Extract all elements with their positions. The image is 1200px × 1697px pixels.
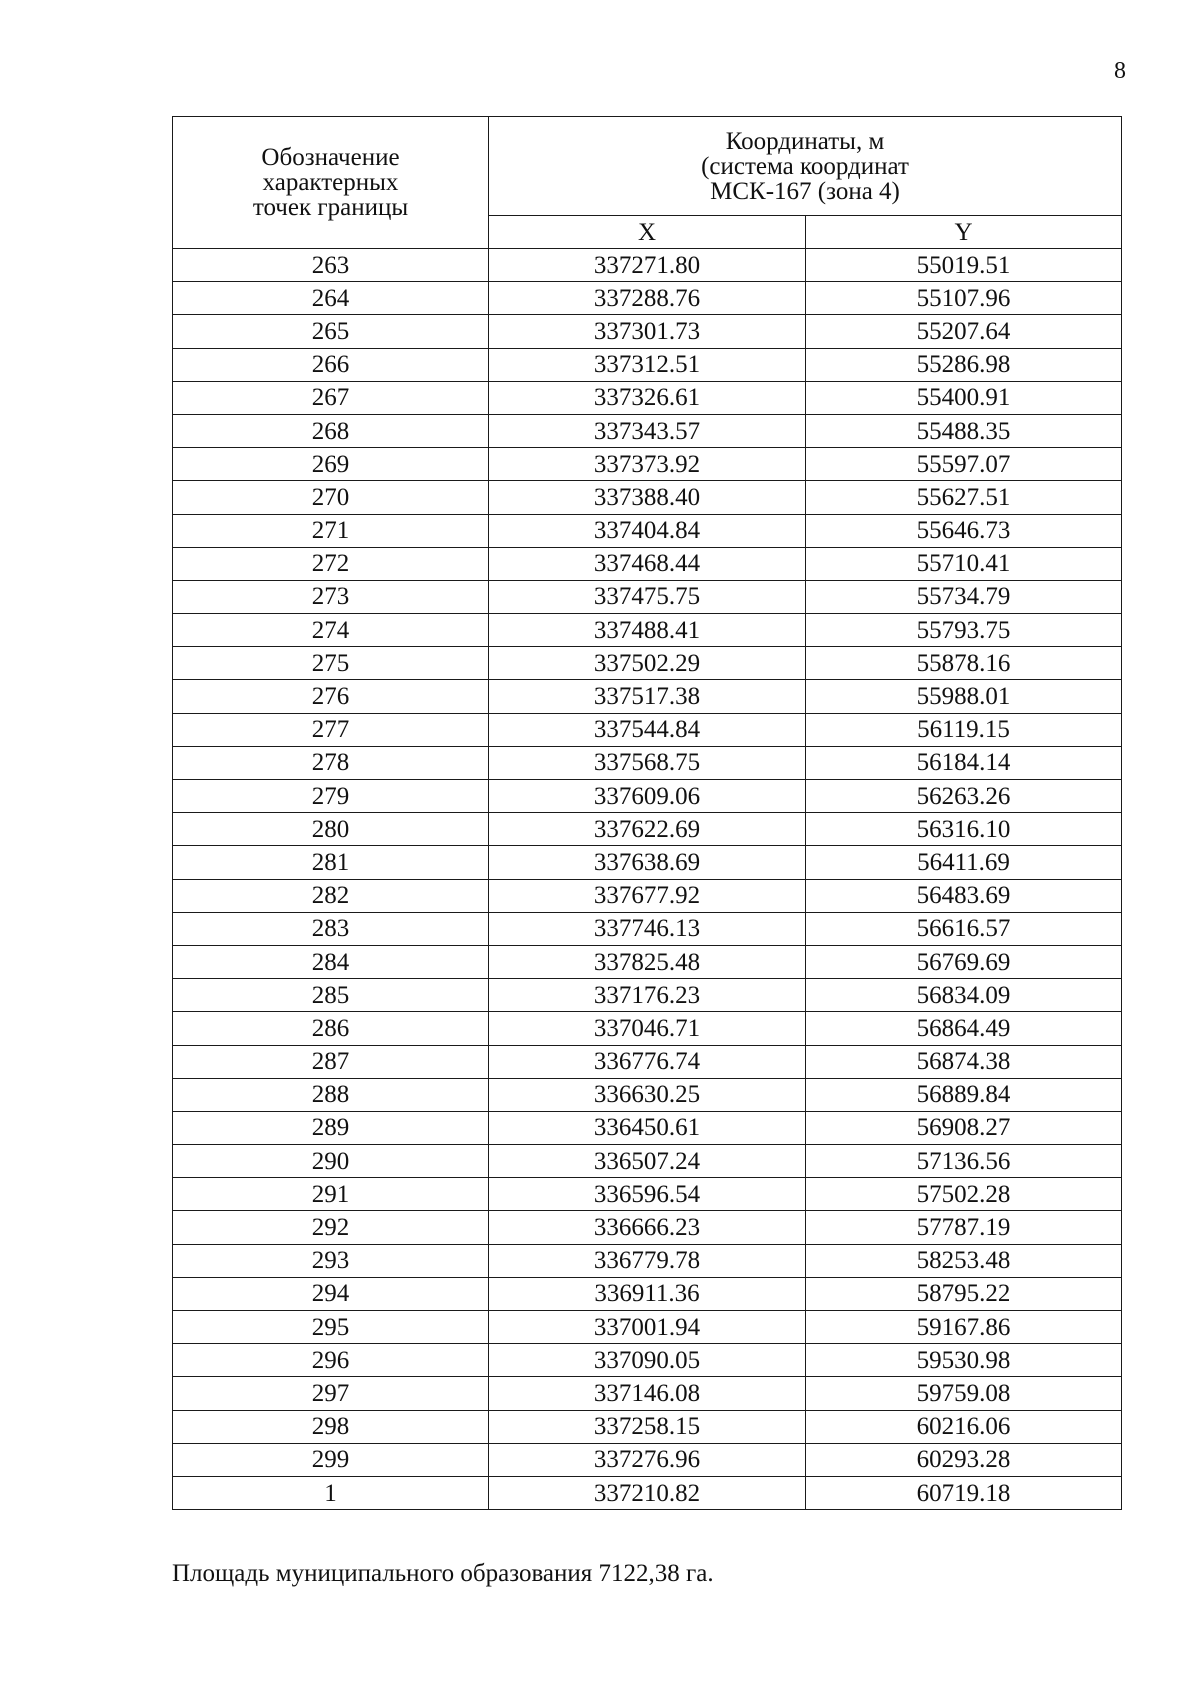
point-number-cell: 267	[173, 381, 489, 414]
point-number-cell: 278	[173, 746, 489, 779]
table-row	[173, 846, 1122, 879]
y-coordinate-cell: 60293.28	[806, 1443, 1122, 1476]
point-number-cell: 276	[173, 680, 489, 713]
x-coordinate-cell: 336450.61	[489, 1111, 806, 1144]
table-row	[173, 1277, 1122, 1310]
table-row	[173, 1012, 1122, 1045]
point-number-cell: 281	[173, 846, 489, 879]
point-number-cell: 269	[173, 448, 489, 481]
y-coordinate-cell: 56316.10	[806, 813, 1122, 846]
table-row	[173, 1244, 1122, 1277]
table-row	[173, 713, 1122, 746]
point-number-cell: 266	[173, 348, 489, 381]
point-number-cell: 288	[173, 1078, 489, 1111]
x-coordinate-cell: 337373.92	[489, 448, 806, 481]
y-coordinate-cell: 56616.57	[806, 912, 1122, 945]
x-coordinate-cell: 337568.75	[489, 746, 806, 779]
header-coords-line: Координаты, м	[725, 127, 885, 155]
x-coordinate-cell: 337090.05	[489, 1344, 806, 1377]
x-coordinate-cell: 337388.40	[489, 481, 806, 514]
point-number-cell: 286	[173, 1012, 489, 1045]
point-number-cell: 270	[173, 481, 489, 514]
x-coordinate-cell: 337312.51	[489, 348, 806, 381]
point-number-cell: 282	[173, 879, 489, 912]
y-coordinate-cell: 57787.19	[806, 1211, 1122, 1244]
x-coordinate-cell: 337502.29	[489, 647, 806, 680]
x-coordinate-cell: 337544.84	[489, 713, 806, 746]
point-number-cell: 283	[173, 912, 489, 945]
x-coordinate-cell: 337475.75	[489, 580, 806, 613]
x-coordinate-cell: 337677.92	[489, 879, 806, 912]
x-coordinate-cell: 337404.84	[489, 514, 806, 547]
point-number-cell: 293	[173, 1244, 489, 1277]
area-note: Площадь муниципального образования 7122,38 га.	[172, 1560, 714, 1587]
table-row	[173, 1078, 1122, 1111]
table-row	[173, 680, 1122, 713]
point-number-cell: 295	[173, 1311, 489, 1344]
y-coordinate-cell: 57502.28	[806, 1178, 1122, 1211]
x-coordinate-cell: 337468.44	[489, 547, 806, 580]
y-coordinate-cell: 56119.15	[806, 713, 1122, 746]
y-coordinate-cell: 55400.91	[806, 381, 1122, 414]
x-coordinate-cell: 336666.23	[489, 1211, 806, 1244]
x-coordinate-cell: 337343.57	[489, 414, 806, 447]
x-coordinate-cell: 337638.69	[489, 846, 806, 879]
table-row	[173, 912, 1122, 945]
y-coordinate-cell: 55107.96	[806, 282, 1122, 315]
x-coordinate-cell: 337176.23	[489, 979, 806, 1012]
point-number-cell: 294	[173, 1277, 489, 1310]
y-coordinate-cell: 56908.27	[806, 1111, 1122, 1144]
page-number: 8	[1114, 58, 1126, 84]
point-number-cell: 273	[173, 580, 489, 613]
x-coordinate-cell: 337258.15	[489, 1410, 806, 1443]
y-coordinate-cell: 56874.38	[806, 1045, 1122, 1078]
point-number-cell: 264	[173, 282, 489, 315]
table-row	[173, 580, 1122, 613]
x-coordinate-cell: 336911.36	[489, 1277, 806, 1310]
table-row	[173, 979, 1122, 1012]
point-number-cell: 277	[173, 713, 489, 746]
header-coordinates	[489, 117, 1122, 216]
x-coordinate-cell: 337609.06	[489, 780, 806, 813]
header-y: Y	[806, 216, 1122, 249]
table-row	[173, 1311, 1122, 1344]
x-coordinate-cell: 336596.54	[489, 1178, 806, 1211]
point-number-cell: 274	[173, 614, 489, 647]
table-row	[173, 647, 1122, 680]
y-coordinate-cell: 60216.06	[806, 1410, 1122, 1443]
x-coordinate-cell: 337276.96	[489, 1443, 806, 1476]
header-point-line: Обозначение	[261, 144, 400, 171]
table-row	[173, 1443, 1122, 1476]
x-coordinate-cell: 337288.76	[489, 282, 806, 315]
x-coordinate-cell: 337146.08	[489, 1377, 806, 1410]
x-coordinate-cell: 337001.94	[489, 1311, 806, 1344]
y-coordinate-cell: 56864.49	[806, 1012, 1122, 1045]
table-row	[173, 249, 1122, 282]
x-coordinate-cell: 336507.24	[489, 1145, 806, 1178]
table-row	[173, 282, 1122, 315]
x-coordinate-cell: 337271.80	[489, 249, 806, 282]
x-coordinate-cell: 337488.41	[489, 614, 806, 647]
header-point-line: характерных	[262, 169, 399, 196]
table-row	[173, 1344, 1122, 1377]
table-row	[173, 315, 1122, 348]
y-coordinate-cell: 55286.98	[806, 348, 1122, 381]
table-row	[173, 1211, 1122, 1244]
y-coordinate-cell: 56769.69	[806, 945, 1122, 978]
table-row	[173, 414, 1122, 447]
point-number-cell: 296	[173, 1344, 489, 1377]
point-number-cell: 1	[173, 1476, 489, 1509]
y-coordinate-cell: 56834.09	[806, 979, 1122, 1012]
point-number-cell: 275	[173, 647, 489, 680]
table-row	[173, 780, 1122, 813]
y-coordinate-cell: 56184.14	[806, 746, 1122, 779]
table-row	[173, 1145, 1122, 1178]
header-point-designation	[173, 117, 489, 249]
table-row	[173, 514, 1122, 547]
point-number-cell: 280	[173, 813, 489, 846]
table-row	[173, 381, 1122, 414]
y-coordinate-cell: 56889.84	[806, 1078, 1122, 1111]
table-row	[173, 1045, 1122, 1078]
table-row	[173, 1111, 1122, 1144]
point-number-cell: 285	[173, 979, 489, 1012]
x-coordinate-cell: 337301.73	[489, 315, 806, 348]
table-body	[173, 249, 1122, 1510]
y-coordinate-cell: 58253.48	[806, 1244, 1122, 1277]
y-coordinate-cell: 55710.41	[806, 547, 1122, 580]
y-coordinate-cell: 55793.75	[806, 614, 1122, 647]
table-row	[173, 879, 1122, 912]
y-coordinate-cell: 55734.79	[806, 580, 1122, 613]
table-row	[173, 746, 1122, 779]
y-coordinate-cell: 56263.26	[806, 780, 1122, 813]
table-row	[173, 481, 1122, 514]
coordinates-table	[172, 116, 1122, 1510]
y-coordinate-cell: 57136.56	[806, 1145, 1122, 1178]
x-coordinate-cell: 337517.38	[489, 680, 806, 713]
x-coordinate-cell: 336779.78	[489, 1244, 806, 1277]
y-coordinate-cell: 55597.07	[806, 448, 1122, 481]
point-number-cell: 284	[173, 945, 489, 978]
y-coordinate-cell: 55019.51	[806, 249, 1122, 282]
point-number-cell: 297	[173, 1377, 489, 1410]
point-number-cell: 268	[173, 414, 489, 447]
table-row	[173, 813, 1122, 846]
point-number-cell: 272	[173, 547, 489, 580]
header-x: X	[489, 216, 806, 249]
table-row	[173, 547, 1122, 580]
y-coordinate-cell: 55878.16	[806, 647, 1122, 680]
y-coordinate-cell: 60719.18	[806, 1476, 1122, 1509]
x-coordinate-cell: 336776.74	[489, 1045, 806, 1078]
x-coordinate-cell: 337746.13	[489, 912, 806, 945]
x-coordinate-cell: 337326.61	[489, 381, 806, 414]
x-coordinate-cell: 337046.71	[489, 1012, 806, 1045]
point-number-cell: 265	[173, 315, 489, 348]
point-number-cell: 298	[173, 1410, 489, 1443]
table-row	[173, 1476, 1122, 1509]
table-row	[173, 348, 1122, 381]
table-row	[173, 1178, 1122, 1211]
point-number-cell: 292	[173, 1211, 489, 1244]
point-number-cell: 289	[173, 1111, 489, 1144]
table-row	[173, 1377, 1122, 1410]
x-coordinate-cell: 337825.48	[489, 945, 806, 978]
y-coordinate-cell: 59167.86	[806, 1311, 1122, 1344]
y-coordinate-cell: 58795.22	[806, 1277, 1122, 1310]
header-coords-line: МСК-167 (зона 4)	[710, 177, 900, 205]
y-coordinate-cell: 59530.98	[806, 1344, 1122, 1377]
y-coordinate-cell: 56483.69	[806, 879, 1122, 912]
y-coordinate-cell: 56411.69	[806, 846, 1122, 879]
y-coordinate-cell: 55988.01	[806, 680, 1122, 713]
table-row	[173, 945, 1122, 978]
table-row	[173, 448, 1122, 481]
x-coordinate-cell: 337210.82	[489, 1476, 806, 1509]
point-number-cell: 287	[173, 1045, 489, 1078]
y-coordinate-cell: 55207.64	[806, 315, 1122, 348]
point-number-cell: 290	[173, 1145, 489, 1178]
point-number-cell: 279	[173, 780, 489, 813]
point-number-cell: 263	[173, 249, 489, 282]
point-number-cell: 291	[173, 1178, 489, 1211]
y-coordinate-cell: 59759.08	[806, 1377, 1122, 1410]
table-row	[173, 614, 1122, 647]
point-number-cell: 271	[173, 514, 489, 547]
header-point-line: точек границы	[252, 194, 409, 221]
x-coordinate-cell: 337622.69	[489, 813, 806, 846]
y-coordinate-cell: 55646.73	[806, 514, 1122, 547]
y-coordinate-cell: 55627.51	[806, 481, 1122, 514]
table-row	[173, 1410, 1122, 1443]
x-coordinate-cell: 336630.25	[489, 1078, 806, 1111]
point-number-cell: 299	[173, 1443, 489, 1476]
y-coordinate-cell: 55488.35	[806, 414, 1122, 447]
header-coords-line: (система координат	[701, 152, 909, 180]
